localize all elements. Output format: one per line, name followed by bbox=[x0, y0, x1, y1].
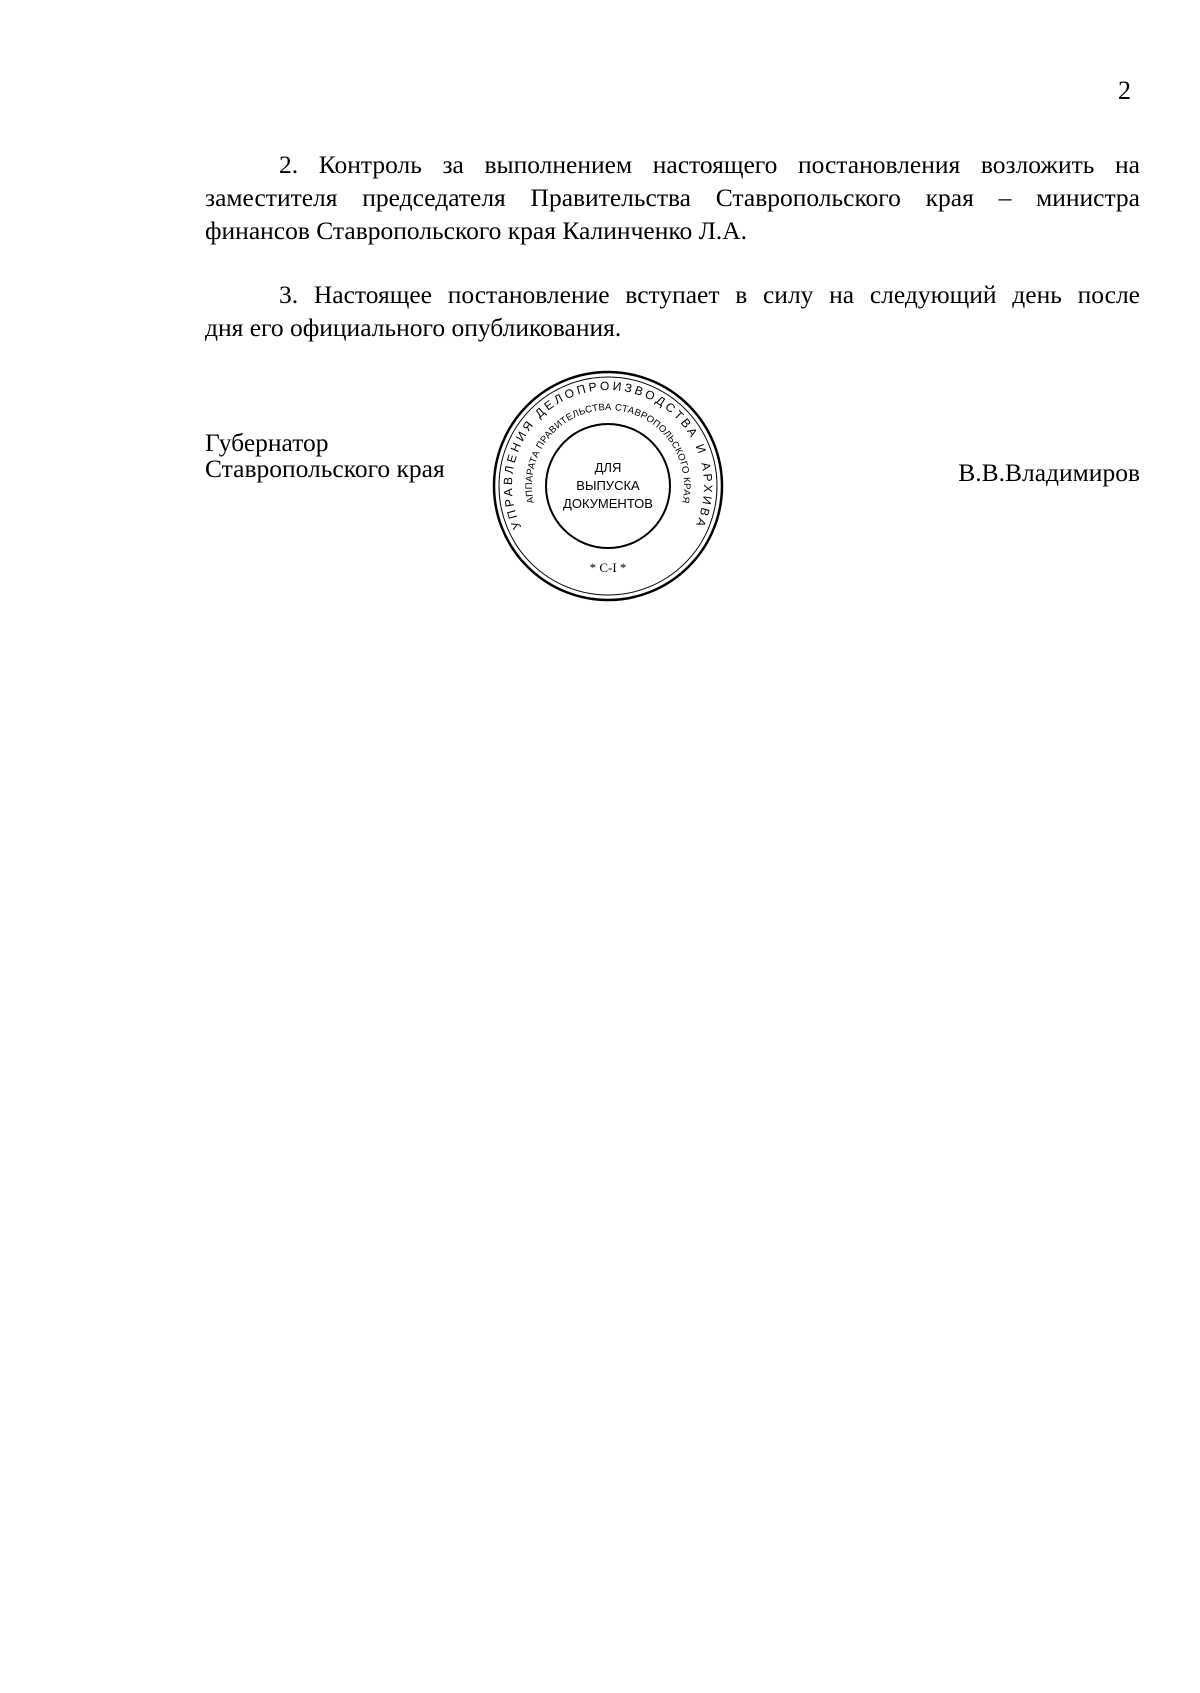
stamp-inner-ring-text: АППАРАТА ПРАВИТЕЛЬСТВА СТАВРОПОЛЬСКОГО КРАЯ bbox=[523, 401, 693, 505]
signatory-title-line1: Губернатор bbox=[205, 428, 329, 457]
text-line: заместителя председателя Правительства Ставропольского края – министра bbox=[205, 183, 1140, 212]
text-line: 3. Настоящее постановление вступает в силу на следующий день после bbox=[279, 280, 1140, 309]
text-line: дня его официального опубликования. bbox=[205, 313, 622, 342]
signatory-title-line2: Ставропольского края bbox=[205, 454, 445, 483]
stamp-bottom-text: * С-I * bbox=[589, 560, 627, 575]
stamp-outer-ring-text: УПРАВЛЕНИЯ ДЕЛОПРОИЗВОДСТВА И АРХИВА bbox=[500, 378, 716, 532]
stamp-center-line2: ВЫПУСКА bbox=[576, 478, 640, 493]
official-stamp bbox=[490, 368, 726, 604]
text-line: финансов Ставропольского края Калинченко Л.А. bbox=[205, 216, 748, 245]
signatory-title bbox=[205, 430, 445, 482]
stamp-center-line3: ДОКУМЕНТОВ bbox=[563, 496, 653, 511]
signatory-name: В.В.Владимиров bbox=[958, 458, 1140, 487]
stamp-center-line1: ДЛЯ bbox=[594, 460, 622, 475]
page-number: 2 bbox=[1118, 76, 1131, 105]
paragraph-3 bbox=[205, 278, 1140, 344]
text-line: 2. Контроль за выполнением настоящего постановления возложить на bbox=[279, 150, 1140, 179]
paragraph-2 bbox=[205, 148, 1140, 247]
